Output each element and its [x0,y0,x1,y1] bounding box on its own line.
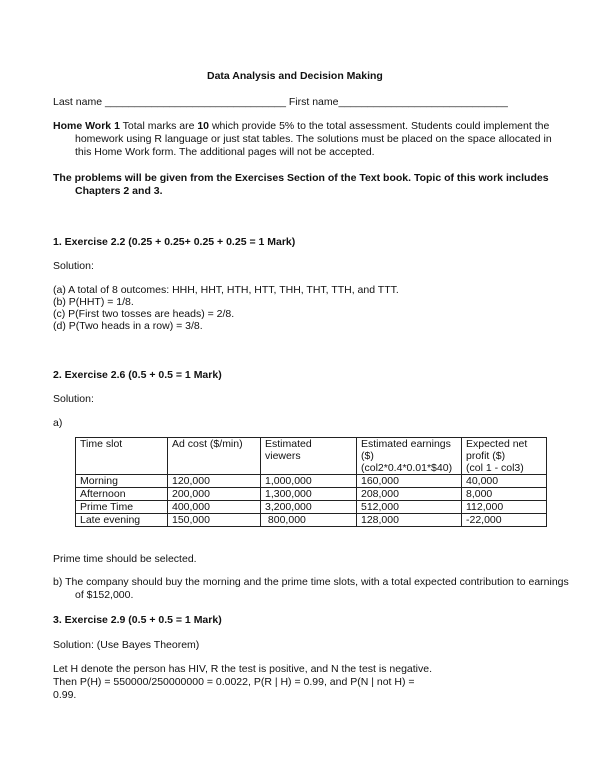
table-cell: 1,300,000 [261,488,357,501]
table-cell: Morning [76,475,168,488]
exercise-2-part-b: b) The company should buy the morning and the prime time slots, with a total expected contribution to earnings of $152,000. [53,576,569,601]
exercise-1-heading: 1. Exercise 2.2 (0.25 + 0.25+ 0.25 + 0.25 = 1 Mark) [53,236,296,248]
homework-marks: 10 [197,120,210,132]
table-header-row [76,438,547,475]
table-row [76,488,547,501]
homework-description [53,120,570,159]
table-cell: Late evening [76,514,168,527]
table-header-cell: Ad cost ($/min) [168,438,261,475]
table-header-cell: Time slot [76,438,168,475]
exercise-1-line-c: (c) P(First two tosses are heads) = 2/8. [53,308,235,320]
exercise-1-line-b: (b) P(HHT) = 1/8. [53,296,134,308]
exercise-2-conclusion: Prime time should be selected. [53,553,197,565]
exercise-1-line-a: (a) A total of 8 outcomes: HHH, HHT, HTH, HTT, THH, THT, TTH, and TTT. [53,284,399,296]
table-cell: Prime Time [76,501,168,514]
problems-note: The problems will be given from the Exercises Section of the Text book. Topic of this work includes Chapters 2 and 3. [53,172,549,197]
table-row [76,501,547,514]
table-cell: -22,000 [462,514,547,527]
table-header-cell: Estimated earnings ($) (col2*0.4*0.01*$40) [357,438,462,475]
table-cell: 150,000 [168,514,261,527]
name-line: Last name _______________________________ First name_____________________________ [53,96,508,108]
table-cell: 3,200,000 [261,501,357,514]
table-header-cell: Expected net profit ($) (col 1 - col3) [462,438,547,475]
ad-slot-table [75,437,547,527]
homework-text-a: Total marks are [119,120,198,132]
table-cell: 800,000 [261,514,357,527]
table-cell: 40,000 [462,475,547,488]
table-cell: 200,000 [168,488,261,501]
table-row [76,514,547,527]
table-cell: Afternoon [76,488,168,501]
exercise-3-solution-label: Solution: (Use Bayes Theorem) [53,639,200,651]
exercise-3-line-3: 0.99. [53,689,77,701]
table-cell: 512,000 [357,501,462,514]
exercise-2-heading: 2. Exercise 2.6 (0.5 + 0.5 = 1 Mark) [53,369,222,381]
exercise-3-line-1: Let H denote the person has HIV, R the test is positive, and N the test is negative. [53,663,432,675]
exercise-2-part-a-label: a) [53,417,63,429]
exercise-2-solution-label: Solution: [53,393,94,405]
table-cell: 208,000 [357,488,462,501]
homework-label: Home Work 1 [53,120,120,132]
table-cell: 160,000 [357,475,462,488]
table-row [76,475,547,488]
table-cell: 120,000 [168,475,261,488]
page-title: Data Analysis and Decision Making [207,70,383,82]
table-cell: 1,000,000 [261,475,357,488]
table-cell: 8,000 [462,488,547,501]
table-cell: 128,000 [357,514,462,527]
exercise-1-line-d: (d) P(Two heads in a row) = 3/8. [53,320,203,332]
exercise-3-heading: 3. Exercise 2.9 (0.5 + 0.5 = 1 Mark) [53,614,222,626]
exercise-1-solution-label: Solution: [53,260,94,272]
table-cell: 400,000 [168,501,261,514]
table-header-cell: Estimated viewers [261,438,357,475]
exercise-3-line-2: Then P(H) = 550000/250000000 = 0.0022, P(R | H) = 0.99, and P(N | not H) = [53,676,415,688]
homework-text-b: which provide 5% to the total assessment. Students could implement the homework using R language or just stat tables. The solutions must be placed on the space allocated in this Home Work form. The additional pages will not be accepted. [75,120,552,158]
table-cell: 112,000 [462,501,547,514]
